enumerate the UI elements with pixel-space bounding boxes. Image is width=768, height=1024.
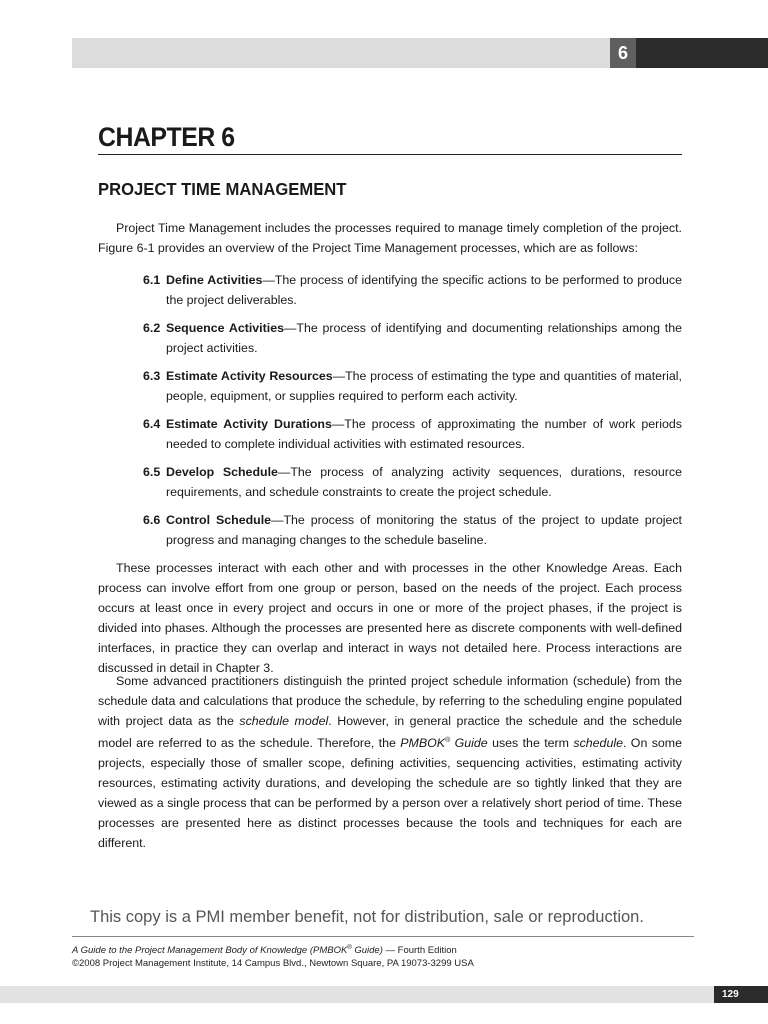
list-item bbox=[143, 318, 682, 358]
chapter-rule bbox=[98, 154, 682, 155]
process-number: 6.6 bbox=[143, 513, 161, 527]
paragraph-text: . However, in general practice the schedule and the schedule model are referred to as the schedule. Therefore, the bbox=[98, 714, 682, 751]
body-paragraph-interactions: These processes interact with each other and with processes in the other Knowledge Areas. Each process can involve effort from one group or person, based on the needs of the project. Each process occurs at least once in every project and occurs in one or more of the project phases, if the project is divided into phases. Although the processes are presented here as discrete components with well-defined interfaces, in practice they can overlap and interact in ways not detailed here. Process interactions are discussed in detail in Chapter 3. bbox=[98, 561, 682, 675]
process-name: Develop Schedule bbox=[166, 465, 278, 479]
registered-mark: ® bbox=[445, 737, 451, 744]
process-number: 6.5 bbox=[143, 465, 161, 479]
process-number: 6.2 bbox=[143, 321, 161, 335]
chapter-tab-number: 6 bbox=[610, 38, 636, 68]
body-paragraph-schedule-model bbox=[98, 671, 682, 853]
emphasis-term: schedule model bbox=[239, 714, 329, 728]
footer-band bbox=[0, 986, 714, 1003]
process-number: 6.3 bbox=[143, 369, 161, 383]
guide-title: PMBOK bbox=[400, 736, 446, 751]
list-item bbox=[143, 366, 682, 406]
paragraph-text: . On some projects, especially those of smaller scope, defining activities, sequencing activities, estimating activity resources, estimating activity durations, and developing the schedule are so tightly linked that they are viewed as a single process that can be performed by a person over a relatively short period of time. These processes are presented here as distinct processes because the tools and techniques for each are different. bbox=[98, 736, 683, 851]
registered-mark: ® bbox=[347, 945, 352, 951]
process-description: —The process of identifying the specific actions to be performed to produce the project deliverables. bbox=[166, 273, 682, 307]
distribution-notice: This copy is a PMI member benefit, not for distribution, sale or reproduction. bbox=[90, 908, 644, 926]
process-name: Estimate Activity Resources bbox=[166, 369, 333, 383]
book-title: A Guide to the Project Management Body of Knowledge (PMBOK bbox=[72, 945, 348, 957]
process-number: 6.4 bbox=[143, 417, 161, 431]
edition-label: — Fourth Edition bbox=[382, 945, 457, 957]
process-description: —The process of analyzing activity sequences, durations, resource requirements, and schedule constraints to create the project schedule. bbox=[166, 465, 682, 499]
footer-citation bbox=[72, 942, 474, 970]
list-item bbox=[143, 510, 682, 550]
process-name: Sequence Activities bbox=[166, 321, 284, 335]
copyright-line: ©2008 Project Management Institute, 14 Campus Blvd., Newtown Square, PA 19073-3299 USA bbox=[72, 958, 474, 970]
process-name: Control Schedule bbox=[166, 513, 272, 527]
process-description: —The process of approximating the number of work periods needed to complete individual activities with estimated resources. bbox=[166, 417, 682, 451]
process-list bbox=[143, 270, 682, 558]
process-number: 6.1 bbox=[143, 273, 161, 287]
guide-title-end: Guide bbox=[450, 736, 488, 751]
process-name: Estimate Activity Durations bbox=[166, 417, 332, 431]
book-title-end: Guide) bbox=[351, 945, 383, 957]
section-title: PROJECT TIME MANAGEMENT bbox=[98, 179, 347, 199]
emphasis-term: schedule bbox=[573, 736, 623, 751]
list-item bbox=[143, 270, 682, 310]
footer-rule bbox=[72, 936, 694, 937]
process-description: —The process of estimating the type and quantities of material, people, equipment, or supplies required to perform each activity. bbox=[166, 369, 682, 403]
page-number: 129 bbox=[714, 986, 768, 1003]
intro-paragraph: Project Time Management includes the processes required to manage timely completion of the project. Figure 6-1 provides an overview of the Project Time Management processes, which are as follows: bbox=[98, 221, 682, 255]
process-description: —The process of monitoring the status of the project to update project progress and managing changes to the schedule baseline. bbox=[166, 513, 682, 547]
paragraph-text: Some advanced practitioners distinguish the printed project schedule information (schedule) from the schedule data and calculations that produce the schedule, by referring to the scheduling engine populated with project data as the bbox=[98, 674, 682, 728]
chapter-title: CHAPTER 6 bbox=[98, 122, 235, 152]
header-band bbox=[72, 38, 610, 68]
list-item bbox=[143, 414, 682, 454]
process-name: Define Activities bbox=[166, 273, 263, 287]
process-description: —The process of identifying and documenting relationships among the project activities. bbox=[166, 321, 682, 355]
list-item bbox=[143, 462, 682, 502]
paragraph-text: uses the term bbox=[487, 736, 574, 751]
